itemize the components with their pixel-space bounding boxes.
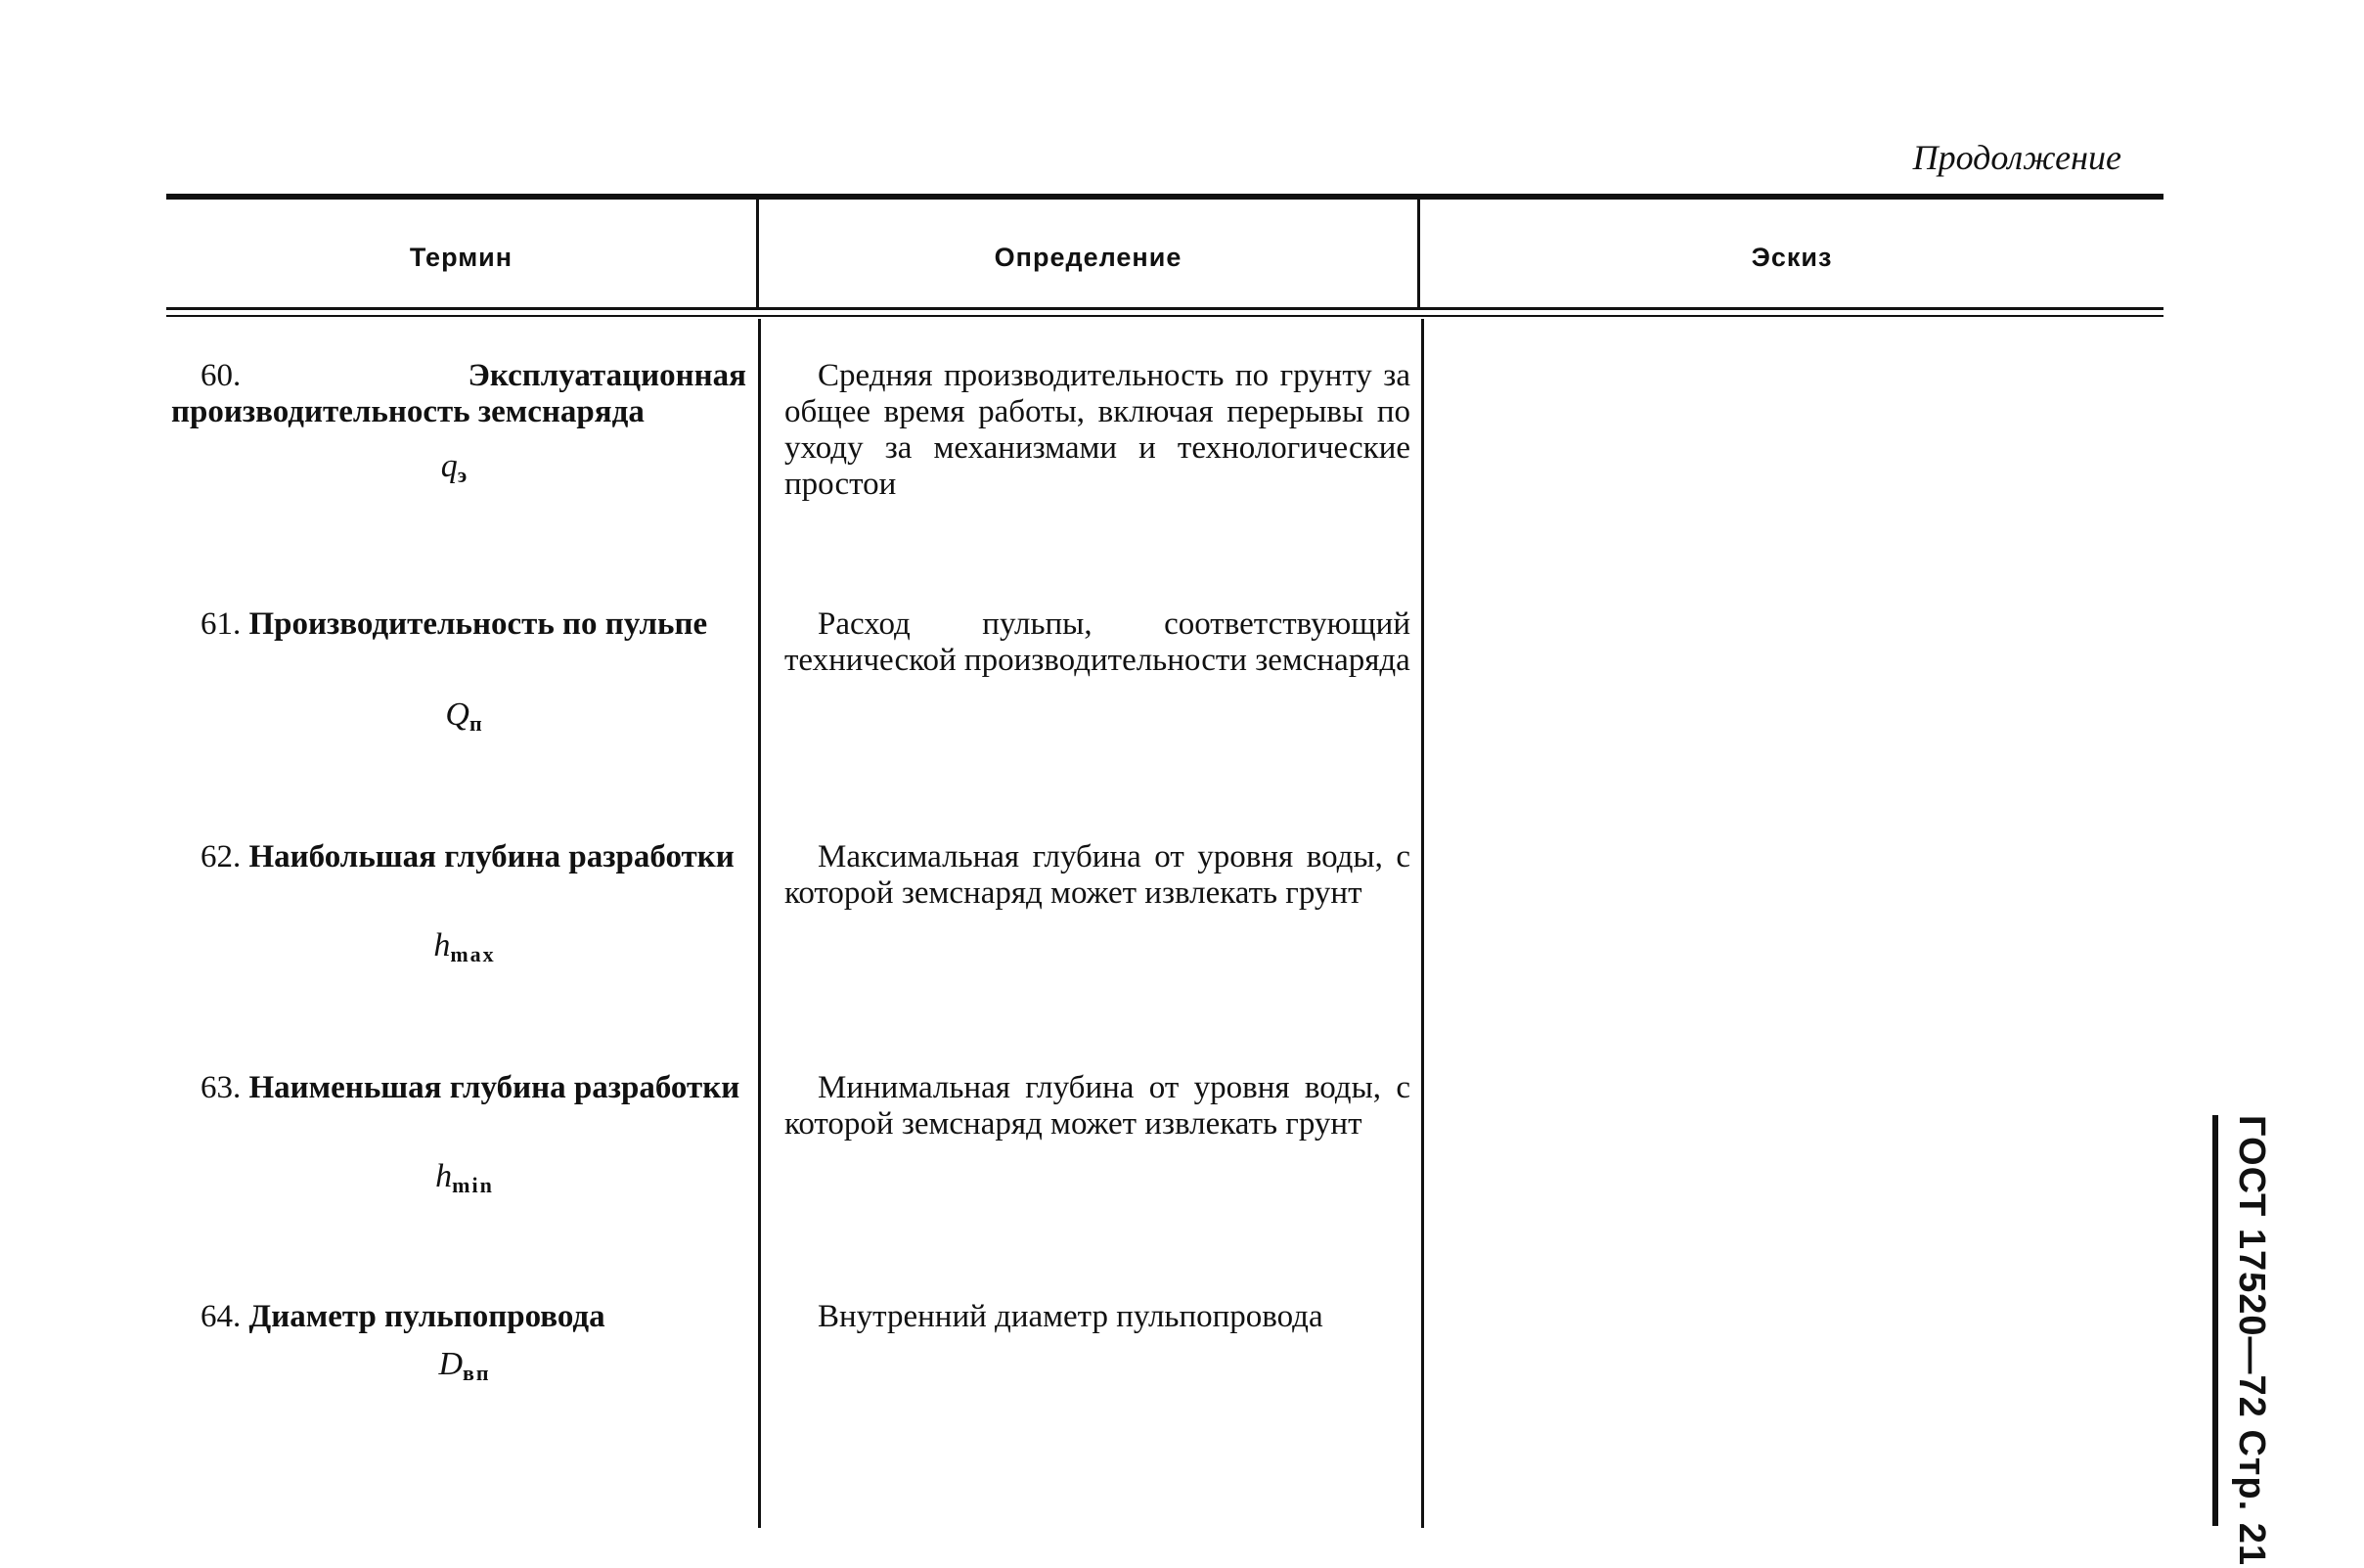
symbol-base: D: [438, 1346, 463, 1382]
body-separator-1: [758, 319, 761, 1528]
symbol-base: q: [440, 448, 458, 484]
term-name: Наибольшая глубина разработки: [248, 839, 735, 874]
body-separator-2: [1421, 319, 1424, 1528]
header-bottom-rule-double: [166, 315, 2163, 317]
column-header-term: Термин: [409, 243, 513, 272]
definition-63: Минимальная глубина от уровня воды, с которой земснаряд может извлекать грунт: [784, 1070, 1410, 1142]
term-64: [171, 1299, 746, 1335]
term-symbol-62: [367, 927, 562, 967]
symbol-base: Q: [445, 696, 469, 733]
symbol-subscript: п: [468, 711, 484, 736]
term-symbol-61: [367, 696, 562, 737]
term-name: Диаметр пульпопровода: [248, 1299, 605, 1334]
term-symbol-64: [367, 1346, 562, 1386]
column-header-definition: Определение: [994, 243, 1182, 272]
table-top-rule: [166, 194, 2163, 200]
term-name: Эксплуатационная производительность земснаряда: [171, 358, 746, 429]
term-63: [171, 1070, 746, 1106]
symbol-base: h: [433, 927, 451, 963]
term-name: Производительность по пульпе: [248, 606, 708, 642]
definition-60: Средняя производительность по грунту за общее время работы, включая перерывы по уходу за механизмами и технологические простои: [784, 358, 1410, 502]
symbol-subscript: э: [457, 463, 469, 487]
term-number: 63.: [201, 1070, 242, 1105]
term-number: 60.: [201, 358, 242, 393]
symbol-base: h: [435, 1158, 453, 1194]
continuation-label: Продолжение: [1912, 138, 2121, 177]
symbol-subscript: вп: [463, 1361, 491, 1385]
side-label-text: ГОСТ 17520—72 Стр. 21: [2231, 1115, 2272, 1567]
symbol-subscript: max: [450, 942, 496, 966]
header-bottom-rule: [166, 307, 2163, 310]
term-61: [171, 606, 746, 643]
term-62: [171, 839, 746, 875]
term-60: [171, 358, 746, 430]
side-label-bar: [2212, 1115, 2218, 1526]
definition-64: Внутренний диаметр пульпопровода: [818, 1299, 1323, 1334]
symbol-subscript: min: [452, 1173, 494, 1197]
term-number: 61.: [201, 606, 242, 642]
term-symbol-60: [357, 448, 553, 488]
definition-61: Расход пульпы, соответствующий технической производительности земснаряда: [784, 606, 1410, 678]
term-number: 64.: [201, 1299, 242, 1334]
definition-62: Максимальная глубина от уровня воды, с которой земснаряд может извлекать грунт: [784, 839, 1410, 911]
standard-page-label: [2212, 1115, 2272, 1567]
term-symbol-63: [367, 1158, 562, 1198]
column-header-sketch: Эскиз: [1751, 243, 1833, 272]
term-number: 62.: [201, 839, 242, 874]
term-name: Наименьшая глубина разработки: [248, 1070, 740, 1105]
